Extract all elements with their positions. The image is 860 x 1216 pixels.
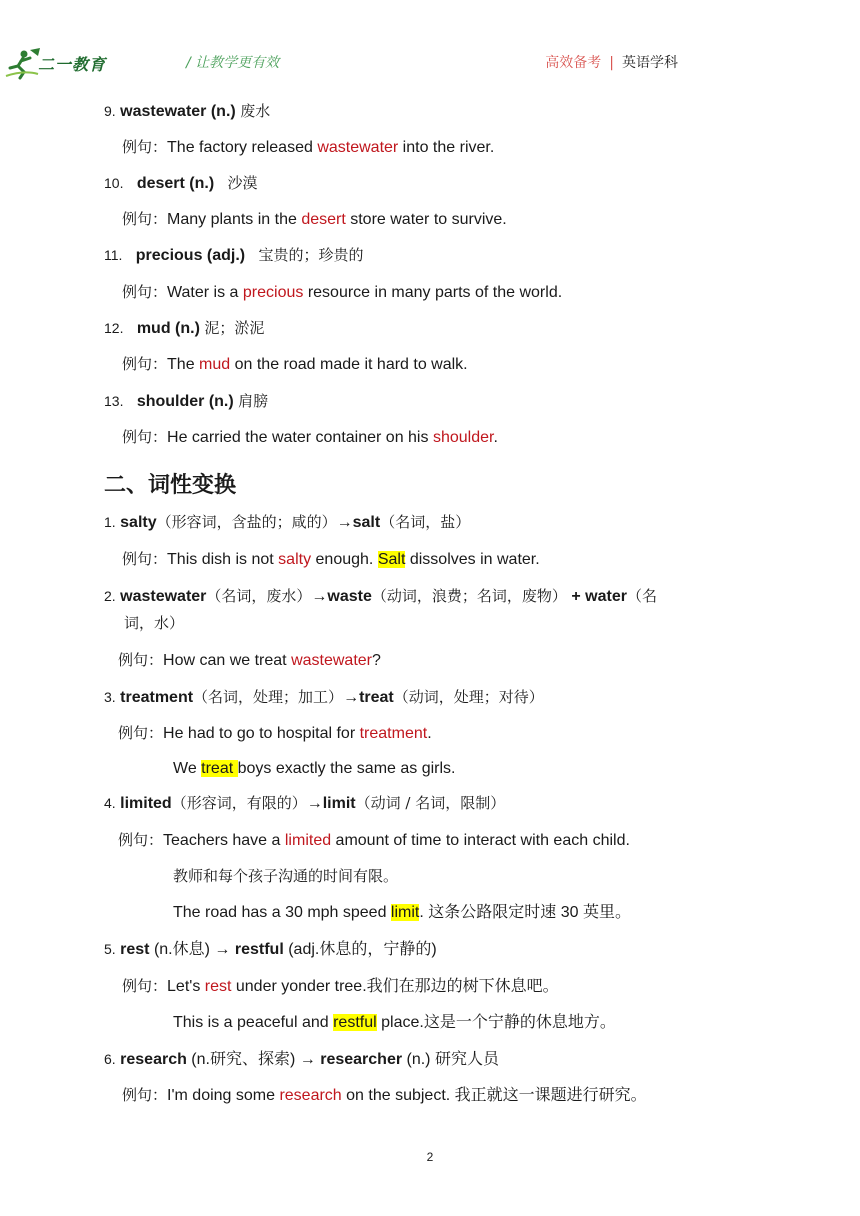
example-text: ? [372, 652, 381, 669]
word-form-note: 词，水） [124, 614, 185, 632]
example-text: The road has a 30 mph speed [173, 904, 391, 921]
example-sentence [104, 976, 744, 997]
word-form-target: restful [234, 941, 284, 958]
example-text: on the road made it hard to walk. [230, 356, 468, 373]
example-label: 例句： [122, 977, 168, 995]
example-sentence [104, 830, 744, 851]
word-form-item [104, 939, 744, 960]
example-text: amount of time to interact with each child. [331, 832, 630, 849]
marked-word: Salt [377, 551, 406, 568]
example-text: dissolves in water. [405, 551, 540, 568]
vocab-item [104, 245, 744, 266]
word-form-source: research [120, 1051, 187, 1068]
word-form-note: (n.研究、探索) [186, 1051, 300, 1068]
vocab-item [104, 318, 744, 339]
word-form-target: water [585, 588, 627, 605]
word-form-continuation [104, 613, 744, 634]
word-form-note: （动词，浪费；名词，废物） [371, 587, 567, 605]
item-number: 3. [104, 689, 116, 705]
highlighted-word: salty [278, 551, 312, 568]
example-sentence [104, 903, 744, 923]
vocab-meaning: 废水 [240, 102, 271, 120]
example-text: How can we treat [163, 652, 292, 669]
highlighted-word: treatment [359, 725, 428, 742]
marked-word: restful [333, 1014, 377, 1031]
vocab-meaning: 宝贵的；珍贵的 [258, 246, 364, 264]
section-title: 二、词性变换 [104, 473, 237, 498]
example-text: place.这是一个宁静的休息地方。 [376, 1014, 616, 1031]
header-separator: | [609, 55, 614, 71]
example-text: We [173, 760, 202, 777]
item-number: 1. [104, 514, 116, 530]
example-label: 例句： [122, 550, 168, 568]
example-text: resource in many parts of the world. [303, 284, 563, 301]
highlighted-word: precious [242, 284, 304, 301]
word-form-note: （动词，处理；对待） [393, 688, 544, 706]
example-text: boys exactly the same as girls. [237, 760, 456, 777]
example-text: enough. [311, 551, 378, 568]
highlighted-word: mud [199, 356, 231, 373]
document-body [104, 101, 744, 1106]
vocab-word: wastewater (n.) [120, 103, 236, 120]
logo-text: 二一教育 [38, 55, 107, 74]
highlighted-word: limited [284, 832, 332, 849]
arrow-icon: → [214, 941, 231, 958]
header-exam-label: 高效备考 [545, 55, 602, 71]
item-number: 10. [104, 175, 124, 191]
word-form-target: treat [359, 689, 394, 706]
item-number: 13. [104, 393, 124, 409]
word-form-note: （动词 / 名词，限制） [355, 794, 506, 812]
example-label: 例句： [122, 355, 168, 373]
example-sentence [104, 427, 744, 448]
example-sentence [104, 282, 744, 303]
example-label: 例句： [122, 428, 168, 446]
word-form-note: （名词，处理；加工） [193, 688, 344, 706]
example-text: Water is a [167, 284, 243, 301]
word-form-item [104, 1049, 744, 1070]
example-label: 例句： [122, 138, 168, 156]
header-right [545, 52, 678, 72]
word-form-item [104, 687, 744, 708]
example-label: 例句： [122, 283, 168, 301]
word-form-note: (n.休息) [149, 941, 215, 958]
highlighted-word: research [279, 1087, 342, 1104]
example-label: 例句： [118, 651, 164, 669]
example-text: Teachers have a [163, 832, 285, 849]
vocab-word: desert (n.) [136, 175, 215, 192]
example-label: 例句： [118, 724, 164, 742]
example-label: 例句： [122, 210, 168, 228]
vocab-meaning: 沙漠 [227, 174, 258, 192]
highlighted-word: rest [204, 978, 232, 995]
word-form-item [104, 793, 744, 814]
vocab-word: precious (adj.) [135, 247, 246, 264]
vocab-meaning: 肩膀 [238, 392, 269, 410]
item-number: 2. [104, 588, 116, 604]
word-form-item [104, 586, 744, 607]
example-text: under yonder tree.我们在那边的树下休息吧。 [231, 978, 559, 995]
page-header [0, 40, 860, 80]
word-form-note: （形容词，含盐的；咸的） [156, 513, 337, 531]
vocab-word: shoulder (n.) [136, 393, 234, 410]
example-translation [104, 866, 744, 887]
word-form-source: salty [120, 514, 157, 531]
word-form-note: (n.) 研究人员 [402, 1051, 499, 1068]
word-form-source: treatment [120, 689, 194, 706]
item-number: 4. [104, 795, 116, 811]
word-form-note: （名词，废水） [206, 587, 312, 605]
vocab-word: mud (n.) [136, 320, 200, 337]
example-text: I'm doing some [167, 1087, 280, 1104]
arrow-icon: → [299, 1051, 316, 1068]
example-text: . [427, 725, 432, 742]
example-sentence [104, 1085, 744, 1106]
word-form-source: limited [120, 795, 172, 812]
item-number: 11. [104, 247, 123, 263]
highlighted-word: wastewater [317, 139, 399, 156]
item-number: 9. [104, 103, 116, 119]
marked-word: limit [390, 904, 420, 921]
arrow-icon: → [311, 588, 328, 605]
word-form-source: rest [120, 941, 150, 958]
example-text: . 这条公路限定时速 30 英里。 [419, 904, 631, 921]
example-text: Let's [167, 978, 205, 995]
example-text: The [167, 356, 200, 373]
word-form-note: （名 [626, 587, 657, 605]
word-form-note: （形容词，有限的） [171, 794, 307, 812]
word-form-note: （名词，盐） [380, 513, 471, 531]
example-sentence [104, 354, 744, 375]
example-sentence [104, 1013, 744, 1033]
word-form-target: limit [322, 795, 356, 812]
highlighted-word: wastewater [291, 652, 372, 669]
vocab-meaning: 泥；淤泥 [204, 319, 265, 337]
translation-text: 教师和每个孩子沟通的时间有限。 [173, 867, 399, 885]
arrow-icon: → [306, 795, 323, 812]
example-text: The factory released [167, 139, 318, 156]
header-subject-label: 英语学科 [622, 55, 678, 71]
header-slogan: / 让教学更有效 [186, 55, 280, 71]
vocab-item [104, 391, 744, 412]
word-form-note: (adj.休息的，宁静的) [283, 941, 437, 958]
marked-word: treat [201, 760, 238, 777]
arrow-icon: → [336, 514, 353, 531]
example-text: He carried the water container on his [167, 429, 433, 446]
vocab-item [104, 101, 744, 121]
page-number: 2 [426, 1150, 434, 1164]
word-form-source: wastewater [120, 588, 207, 605]
example-sentence [104, 723, 744, 744]
word-form-item [104, 512, 744, 533]
example-text: Many plants in the [167, 211, 302, 228]
example-text: store water to survive. [345, 211, 507, 228]
highlighted-word: desert [301, 211, 346, 228]
item-number: 5. [104, 941, 116, 957]
example-sentence [104, 759, 744, 779]
item-number: 6. [104, 1051, 116, 1067]
example-sentence [104, 137, 744, 158]
example-label: 例句： [122, 1086, 168, 1104]
example-text: into the river. [398, 139, 495, 156]
arrow-icon: → [343, 689, 360, 706]
example-sentence [104, 209, 744, 230]
word-form-target: waste [327, 588, 372, 605]
example-sentence [104, 650, 744, 671]
example-text: This is a peaceful and [173, 1014, 334, 1031]
item-number: 12. [104, 320, 124, 336]
example-text: He had to go to hospital for [163, 725, 360, 742]
example-text: . [493, 429, 498, 446]
word-form-target: salt [352, 514, 381, 531]
plus-sign: + [566, 588, 586, 605]
vocab-item [104, 173, 744, 194]
example-text: This dish is not [167, 551, 279, 568]
example-sentence [104, 549, 744, 570]
example-label: 例句： [118, 831, 164, 849]
highlighted-word: shoulder [432, 429, 494, 446]
word-form-target: researcher [320, 1051, 403, 1068]
example-text: on the subject. 我正就这一课题进行研究。 [341, 1087, 647, 1104]
